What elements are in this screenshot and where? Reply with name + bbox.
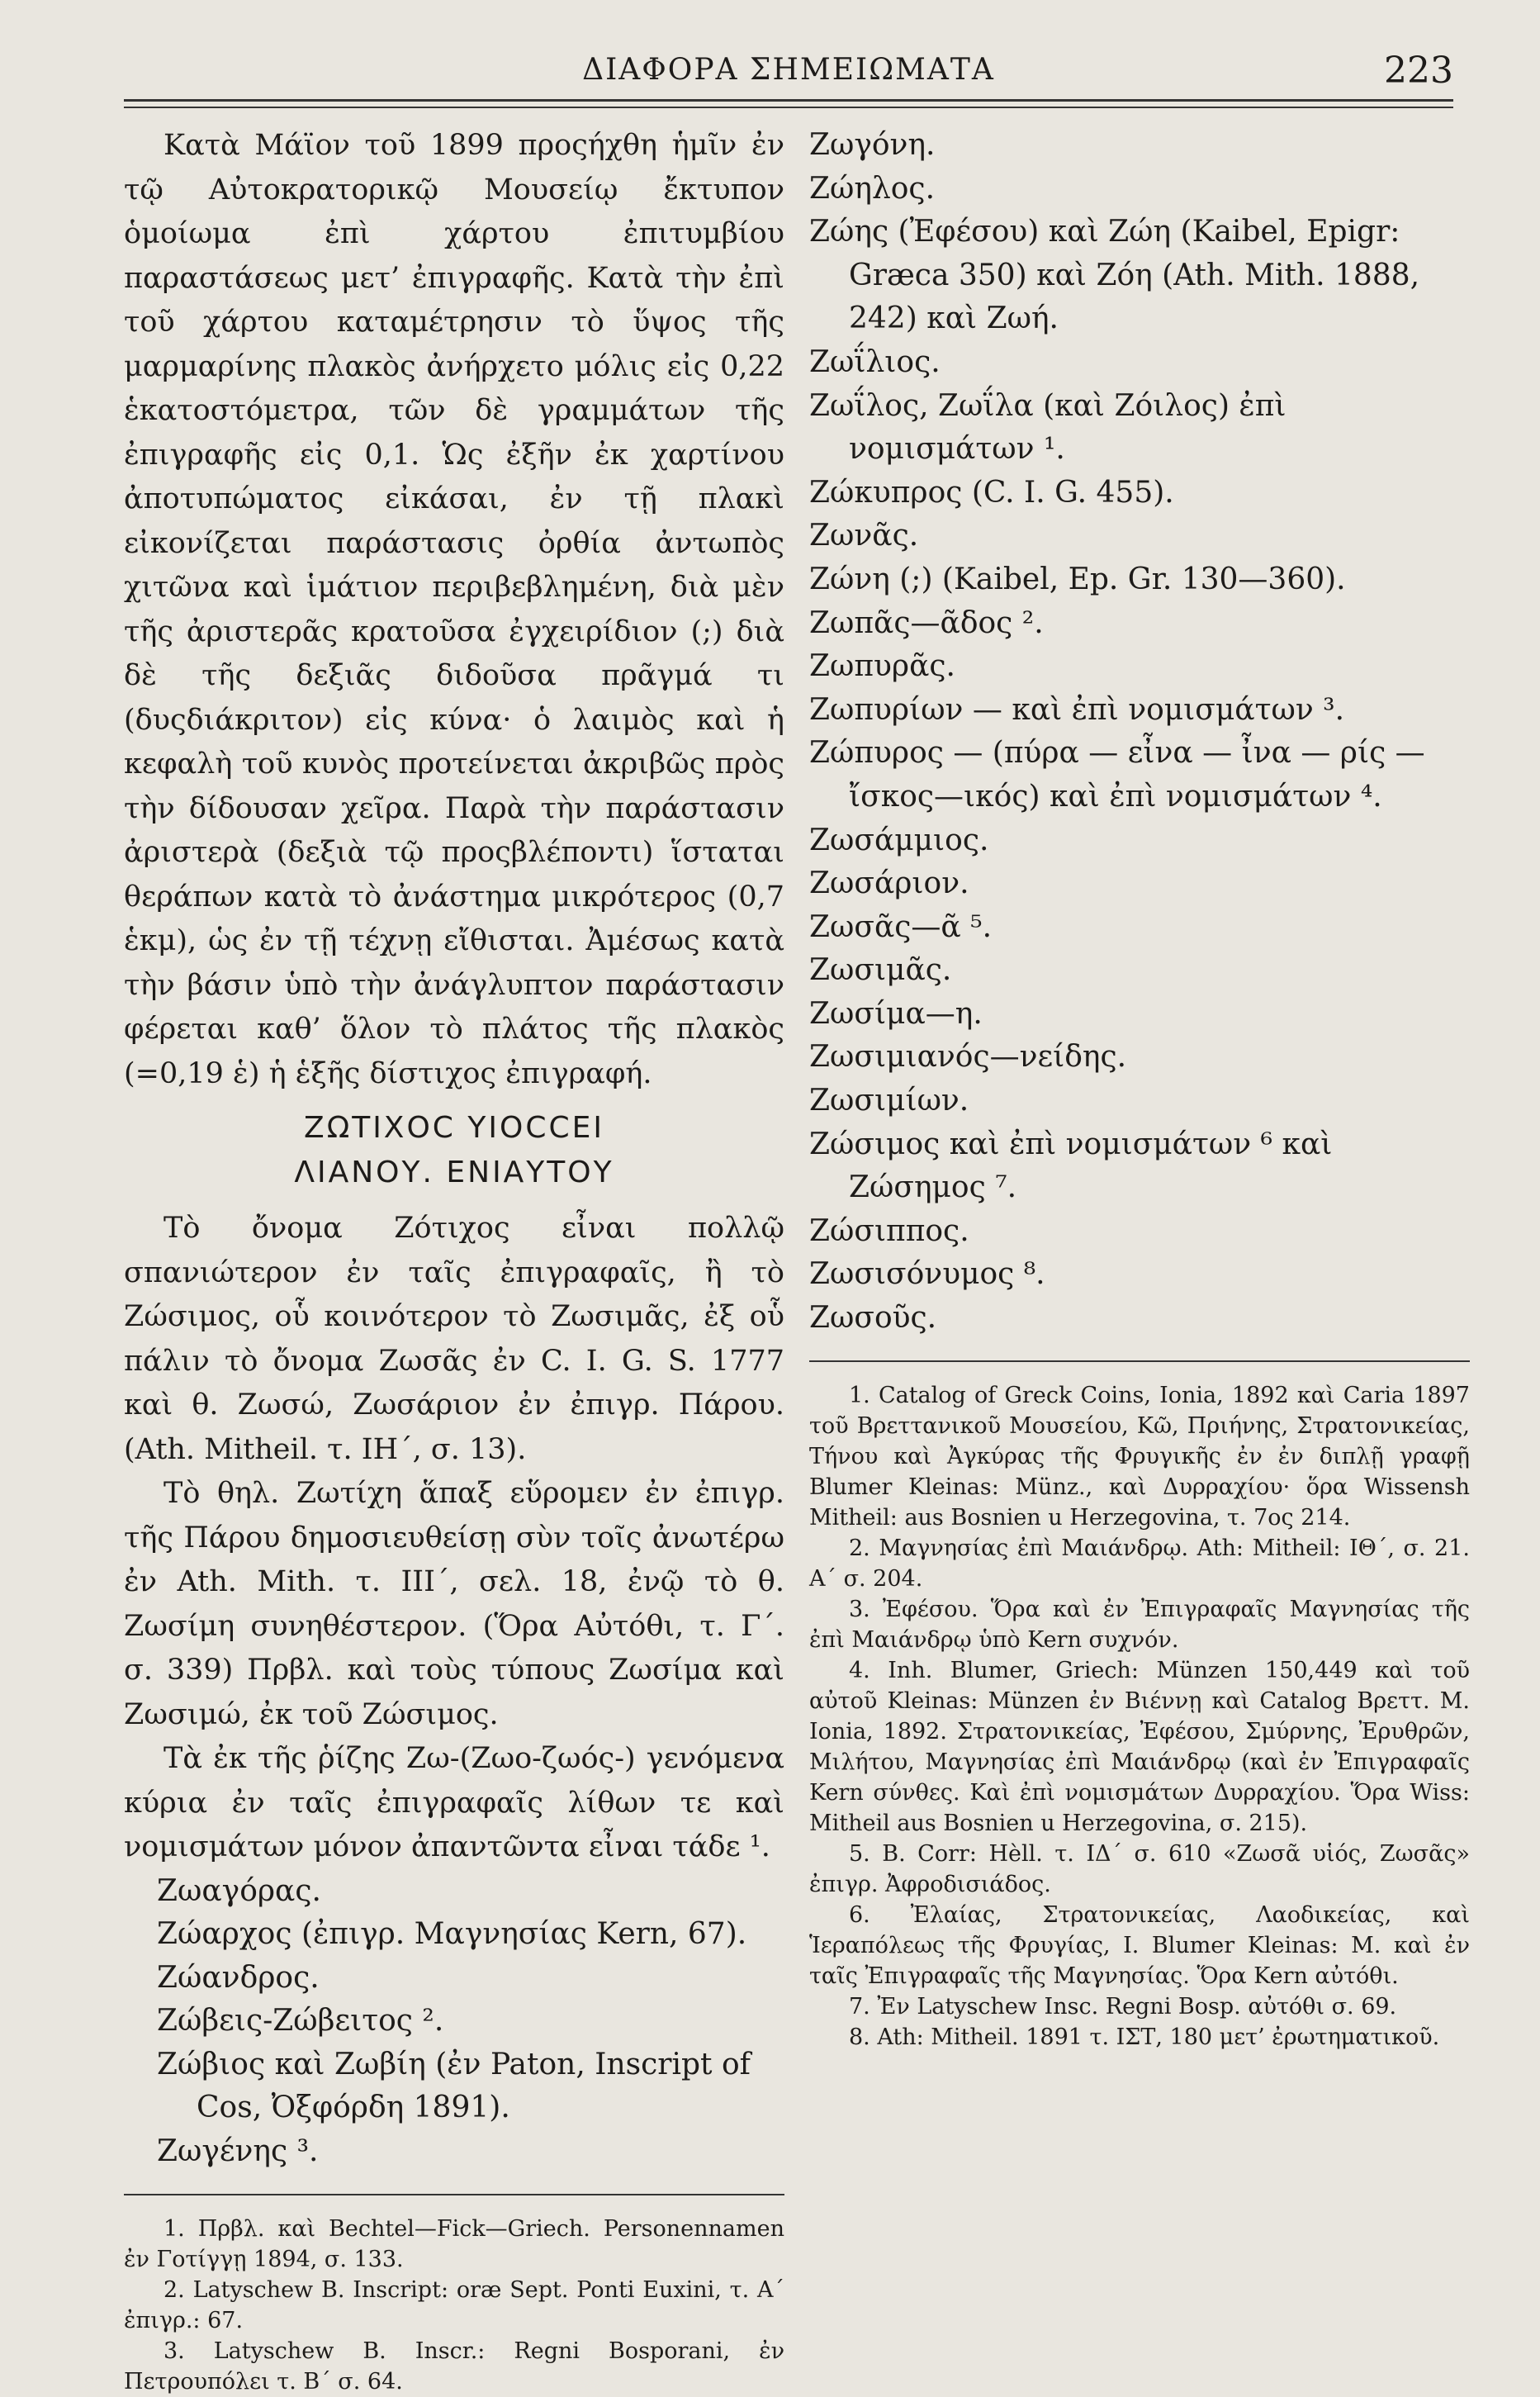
list-item: Ζώσιππος. xyxy=(809,1213,969,1248)
list-item: Ζωσάριον. xyxy=(809,866,969,901)
inscription-line-1: ΖΩΤΙΧΟϹ ΥΙΟϹϹΕΙ xyxy=(304,1111,604,1145)
list-item: Ζωπυρίων — καὶ ἐπὶ νομισμάτων ³. xyxy=(809,692,1345,727)
name-list-left xyxy=(124,1870,784,2174)
list-item: Ζωνᾶς. xyxy=(809,519,919,553)
footnote: 1. Πρβλ. καὶ Bechtel—Fick—Griech. Personennamen ἐν Γοτίγγῃ 1894, σ. 133. xyxy=(124,2215,784,2272)
inscription-line-2: ΛΙΑΝΟΥ. ΕΝΙΑΥΤΟΥ xyxy=(294,1156,614,1189)
list-item: Ζωσιμᾶς. xyxy=(809,953,952,988)
page-header xyxy=(124,50,1453,99)
list-item: Ζώβεις-Ζώβειτος ². xyxy=(157,2004,444,2039)
list-item: Ζώσιμος καὶ ἐπὶ νομισμάτων ⁶ καὶ Ζώσημος ⁷. xyxy=(809,1127,1333,1205)
list-item: Ζώβιος καὶ Ζωβίη (ἐν Paton, Inscript of Cos, Ὀξφόρδη 1891). xyxy=(157,2047,751,2125)
footnotes-right xyxy=(809,1380,1470,2053)
paragraph-root-names: Τὰ ἐκ τῆς ῥίζης Ζω-(Ζωο-ζωός-) γενόμενα κύρια ἐν ταῖς ἐπιγραφαῖς λίθων τε καὶ νομισμάτων μόνον ἀπαντῶντα εἶναι τάδε ¹. xyxy=(124,1742,784,1863)
list-item: Ζωσιμίων. xyxy=(809,1084,969,1118)
list-item: Ζώπυρος — (πύρα — εἶνα — ἶνα — ρίς — ἴσκος—ικός) καὶ ἐπὶ νομισμάτων ⁴. xyxy=(809,736,1425,814)
list-item: Ζωγόνη. xyxy=(809,128,936,162)
footnote: 8. Ath: Mitheil. 1891 τ. ΙΣΤ, 180 μετ’ ἐρωτηματικοῦ. xyxy=(849,2024,1440,2050)
footnote: 6. Ἐλαίας, Στρατονικείας, Λαοδικείας, καὶ Ἱεραπόλεως τῆς Φρυγίας, I. Blumer Kleinas: M. καὶ ἐν ταῖς Ἐπιγραφαῖς τῆς Μαγνησίας. Ὅρα Kern αὐτόθι. xyxy=(809,1901,1470,1989)
right-column xyxy=(809,124,1470,2053)
list-item: Ζωσᾶς—ᾶ ⁵. xyxy=(809,909,993,944)
page-number: 223 xyxy=(1384,50,1453,92)
paragraph-intro: Κατὰ Μάϊον τοῦ 1899 προςήχθη ἡμῖν ἐν τῷ Αὐτοκρατορικῷ Μουσείῳ ἔκτυπον ὁμοίωμα ἐπὶ χάρτου ἐπιτυμβίου παραστάσεως μετ’ ἐπιγραφῆς. Κατὰ τὴν ἐπὶ τοῦ χάρτου καταμέτρησιν τὸ ὕψος τῆς μαρμαρίνης πλακὸς ἀνήρχετο μόλις εἰς 0,22 ἑκατοστόμετρα, τῶν δὲ γραμμάτων τῆς ἐπιγραφῆς εἰς 0,1. Ὡς ἐξῆν ἐκ χαρτίνου ἀποτυπώματος εἰκάσαι, ἐν τῇ πλακὶ εἰκονίζεται παράστασις ὀρθία ἀντωπὸς χιτῶνα καὶ ἱμάτιον περιβεβλημένη, διὰ μὲν τῆς ἀριστερᾶς κρατοῦσα ἐγχειρίδιον (;) διὰ δὲ τῆς δεξιᾶς διδοῦσα πρᾶγμά τι (δυςδιάκριτον) εἰς κύνα· ὁ λαιμὸς καὶ ἡ κεφαλὴ τοῦ κυνὸς προτείνεται ἀκριβῶς πρὸς τὴν δίδουσαν χεῖρα. Παρὰ τὴν παράστασιν ἀριστερὰ (δεξιὰ τῷ προςβλέποντι) ἵσταται θεράπων κατὰ τὸ ἀνάστημα μικρότερος (0,7 ἑκμ), ὡς ἐν τῇ τέχνῃ εἴθισται. Ἀμέσως κατὰ τὴν βάσιν ὑπὸ τὴν ἀνάγλυπτον παράστασιν φέρεται καθ’ ὅλον τὸ πλάτος τῆς πλακὸς (=0,19 ἑ) ἡ ἑξῆς δίστιχος ἐπιγραφή. xyxy=(124,129,784,1090)
inscription-block xyxy=(124,1106,784,1195)
footnote: 3. Latyschew B. Inscr.: Regni Bosporani, ἐν Πετρουπόλει τ. Β΄ σ. 64. xyxy=(124,2338,784,2395)
footnote: 5. B. Corr: Hèll. τ. ΙΔ΄ σ. 610 «Ζωσᾶ υἱός, Ζωσᾶς» ἐπιγρ. Ἀφροδισιάδος. xyxy=(809,1840,1470,1897)
footnote-separator xyxy=(124,2194,784,2195)
list-item: Ζώνη (;) (Kaibel, Ep. Gr. 130—360). xyxy=(809,562,1346,596)
footnote: 3. Ἐφέσου. Ὅρα καὶ ἐν Ἐπιγραφαῖς Μαγνησίας τῆς ἐπὶ Μαιάνδρῳ ὑπὸ Kern συχνόν. xyxy=(809,1596,1470,1653)
footnotes-left xyxy=(124,2214,784,2397)
footnote-separator xyxy=(809,1360,1470,1362)
left-column xyxy=(124,124,784,2397)
list-item: Ζωΐλος, Ζωΐλα (καὶ Ζόιλος) ἐπὶ νομισμάτων ¹. xyxy=(809,388,1286,467)
header-rule-thin xyxy=(124,107,1453,108)
list-item: Ζωαγόρας. xyxy=(157,1873,321,1908)
footnote: 7. Ἐν Latyschew Insc. Regni Bosp. αὐτόθι σ. 69. xyxy=(849,1993,1397,2020)
list-item: Ζωπᾶς—ᾶδος ². xyxy=(809,605,1044,640)
list-item: Ζώανδρος. xyxy=(157,1960,320,1995)
footnote: 4. Inh. Blumer, Griech: Münzen 150,449 καὶ τοῦ αὐτοῦ Kleinas: Münzen ἐν Βιέννῃ καὶ Catalog Βρεττ. M. Ionia, 1892. Στρατονικείας, Ἐφέσου, Σμύρνης, Ἐρυθρῶν, Μιλήτου, Μαγνησίας ἐπὶ Μαιάνδρῳ (καὶ ἐν Ἐπιγραφαῖς Kern σύνθες. Καὶ ἐπὶ νομισμάτων Δυρραχίου. Ὅρα Wiss: Mitheil aus Bosnien u Herzegovina, σ. 215). xyxy=(809,1657,1470,1836)
paragraph-name-rarity: Τὸ ὄνομα Ζότιχος εἶναι πολλῷ σπανιώτερον ἐν ταῖς ἐπιγραφαῖς, ἢ τὸ Ζώσιμος, οὗ κοινότερον τὸ Ζωσιμᾶς, ἐξ οὗ πάλιν τὸ ὄνομα Ζωσᾶς ἐν C. I. G. S. 1777 καὶ θ. Ζωσώ, Ζωσάριον ἐν ἐπιγρ. Πάρου. (Ath. Mitheil. τ. ΙΗ΄, σ. 13). xyxy=(124,1212,784,1466)
running-title: ΔΙΑΦΟΡΑ ΣΗΜΕΙΩΜΑΤΑ xyxy=(582,53,995,87)
list-item: Ζωσιμιανός—νείδης. xyxy=(809,1040,1127,1075)
list-item: Ζωγένης ³. xyxy=(157,2134,319,2169)
header-rule xyxy=(124,99,1453,102)
list-item: Ζώηλος. xyxy=(809,171,936,206)
list-item: Ζωσοῦς. xyxy=(809,1301,937,1336)
list-item: Ζωΐλιος. xyxy=(809,344,941,379)
name-list-right xyxy=(809,124,1470,1341)
list-item: Ζωσάμμιος. xyxy=(809,823,989,857)
footnote: 1. Catalog of Greck Coins, Ionia, 1892 καὶ Caria 1897 τοῦ Βρεττανικοῦ Μουσείου, Κῶ, Πριήνης, Στρατονικείας, Τήνου καὶ Ἀγκύρας τῆς Φρυγικῆς ἐν ἐν διπλῇ γραφῇ Blumer Kleinas: Münz., καὶ Δυρραχίου· ὅρα Wissensh Mitheil: aus Bosnien u Herzegovina, τ. 7ος 214. xyxy=(809,1382,1470,1531)
list-item: Ζωσίμα—η. xyxy=(809,996,983,1031)
footnote: 2. Μαγνησίας ἐπὶ Μαιάνδρῳ. Ath: Mitheil: ΙΘ΄, σ. 21. Α΄ σ. 204. xyxy=(809,1535,1470,1592)
list-item: Ζωσισόνυμος ⁸. xyxy=(809,1257,1045,1292)
list-item: Ζωπυρᾶς. xyxy=(809,649,955,684)
list-item: Ζώαρχος (ἐπιγρ. Μαγνησίας Kern, 67). xyxy=(157,1917,747,1952)
list-item: Ζώκυπρος (C. I. G. 455). xyxy=(809,475,1174,510)
footnote: 2. Latyschew B. Inscript: oræ Sept. Ponti Euxini, τ. Α΄ ἐπιγρ.: 67. xyxy=(124,2276,784,2333)
paragraph-feminine-form: Τὸ θηλ. Ζωτίχη ἅπαξ εὕρομεν ἐν ἐπιγρ. τῆς Πάρου δημοσιευθείσῃ σὺν τοῖς ἀνωτέρω ἐν Ath. Mith. τ. ΙΙΙ΄, σελ. 18, ἐνῷ τὸ θ. Ζωσίμη συνηθέστερον. (Ὅρα Αὐτόθι, τ. Γ΄. σ. 339) Πρβλ. καὶ τοὺς τύπους Ζωσίμα καὶ Ζωσιμώ, ἐκ τοῦ Ζώσιμος. xyxy=(124,1477,784,1731)
list-item: Ζώης (Ἐφέσου) καὶ Ζώη (Kaibel, Epigr: Græca 350) καὶ Ζόη (Ath. Mith. 1888, 242) καὶ Ζωή. xyxy=(809,215,1420,336)
